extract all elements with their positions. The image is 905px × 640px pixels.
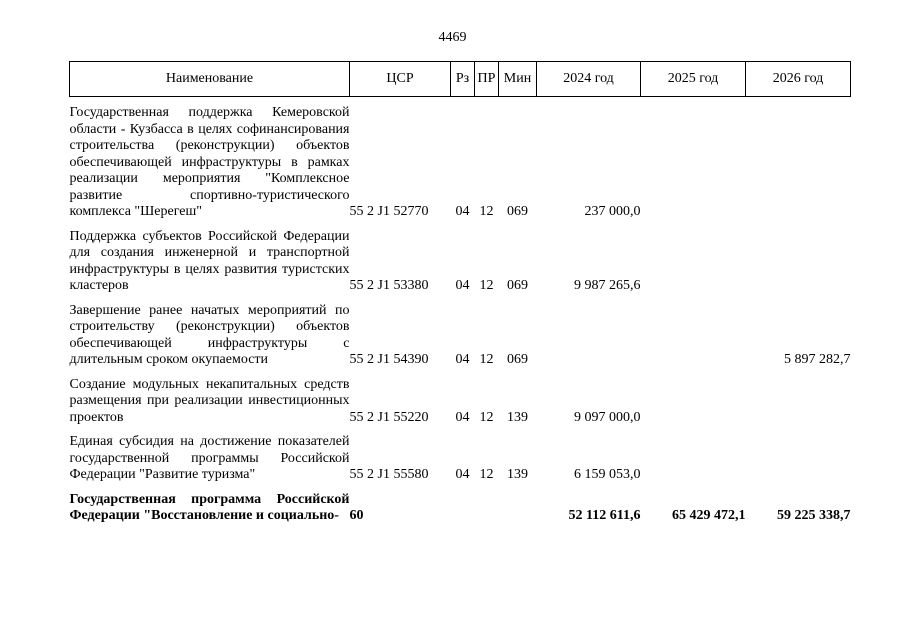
row-pr: 12 <box>479 467 494 482</box>
row-csr: 55 2 J1 52770 <box>349 204 429 219</box>
column-header-2024: 2024 год <box>537 62 641 97</box>
table-row-program-total <box>70 492 851 525</box>
table-row <box>70 105 851 221</box>
row-min: 069 <box>507 204 528 219</box>
column-header-rz: Рз <box>451 62 475 97</box>
table-row <box>70 303 851 369</box>
row-csr: 60 <box>349 508 364 523</box>
row-csr: 55 2 J1 55220 <box>349 409 429 425</box>
row-rz: 04 <box>455 409 470 425</box>
row-2026 <box>746 229 851 295</box>
table-row <box>70 377 851 427</box>
row-name: Завершение ранее начатых мероприятий по строительству (реконструкции) объектов обеспечивающей инфраструктуры с длительным сроком окупаемости <box>69 302 350 367</box>
row-name: Поддержка субъектов Российской Федерации для создания инженерной и транспортной инфраструктуры в целях развития туристских кластеров <box>69 228 350 293</box>
row-2025 <box>641 105 746 221</box>
row-pr: 12 <box>479 352 494 367</box>
row-2024: 52 112 611,6 <box>568 508 641 523</box>
row-rz: 04 <box>455 204 470 219</box>
row-2026 <box>746 105 851 221</box>
row-pr: 12 <box>479 278 494 293</box>
row-2025 <box>641 434 746 484</box>
row-2026 <box>746 434 851 484</box>
row-2025 <box>641 229 746 295</box>
column-header-pr: ПР <box>475 62 499 97</box>
row-2024: 9 987 265,6 <box>574 278 641 293</box>
row-name: Единая субсидия на достижение показателей государственной программы Российской Федерации "Развитие туризма" <box>69 434 350 482</box>
row-2026 <box>746 377 851 427</box>
column-header-min: Мин <box>499 62 537 97</box>
row-rz: 04 <box>455 467 470 482</box>
column-header-2026: 2026 год <box>746 62 851 97</box>
row-2026: 59 225 338,7 <box>777 508 851 523</box>
row-rz: 04 <box>455 352 470 367</box>
table-header-row <box>70 62 851 97</box>
row-2025: 65 429 472,1 <box>672 508 746 523</box>
row-min: 139 <box>507 409 528 425</box>
row-csr: 55 2 J1 54390 <box>349 352 429 367</box>
row-csr: 55 2 J1 55580 <box>349 467 429 482</box>
row-name: Государственная программа Российской Федерации "Восстановление и социально- <box>69 491 350 523</box>
table-row <box>70 229 851 295</box>
row-2025 <box>641 377 746 427</box>
budget-table <box>69 61 851 525</box>
column-header-csr: ЦСР <box>350 62 451 97</box>
row-rz: 04 <box>455 278 470 293</box>
row-2026: 5 897 282,7 <box>784 352 851 367</box>
row-pr <box>475 492 499 525</box>
page-number: 4469 <box>438 30 467 45</box>
row-2024: 9 097 000,0 <box>574 409 641 425</box>
row-2024 <box>537 303 641 369</box>
row-pr: 12 <box>479 204 494 219</box>
row-rz <box>451 492 475 525</box>
column-header-2025: 2025 год <box>641 62 746 97</box>
row-min: 139 <box>507 467 528 482</box>
row-min: 069 <box>507 352 528 367</box>
row-2025 <box>641 303 746 369</box>
row-name: Государственная поддержка Кемеровской области - Кузбасса в целях софинансирования строительства (реконструкции) объектов обеспечивающей инфраструктуры в рамках реализации мероприятия "Комплексное развитие спортивно-туристического комплекса "Шерегеш" <box>69 105 350 219</box>
table-row <box>70 434 851 484</box>
row-csr: 55 2 J1 53380 <box>349 278 429 293</box>
row-2024: 6 159 053,0 <box>574 467 641 482</box>
row-min: 069 <box>507 278 528 293</box>
row-2024: 237 000,0 <box>584 204 641 219</box>
row-pr: 12 <box>479 409 494 425</box>
column-header-name: Наименование <box>70 62 350 97</box>
row-min <box>499 492 537 525</box>
row-name: Создание модульных некапитальных средств размещения при реализации инвестиционных проектов <box>69 376 350 425</box>
